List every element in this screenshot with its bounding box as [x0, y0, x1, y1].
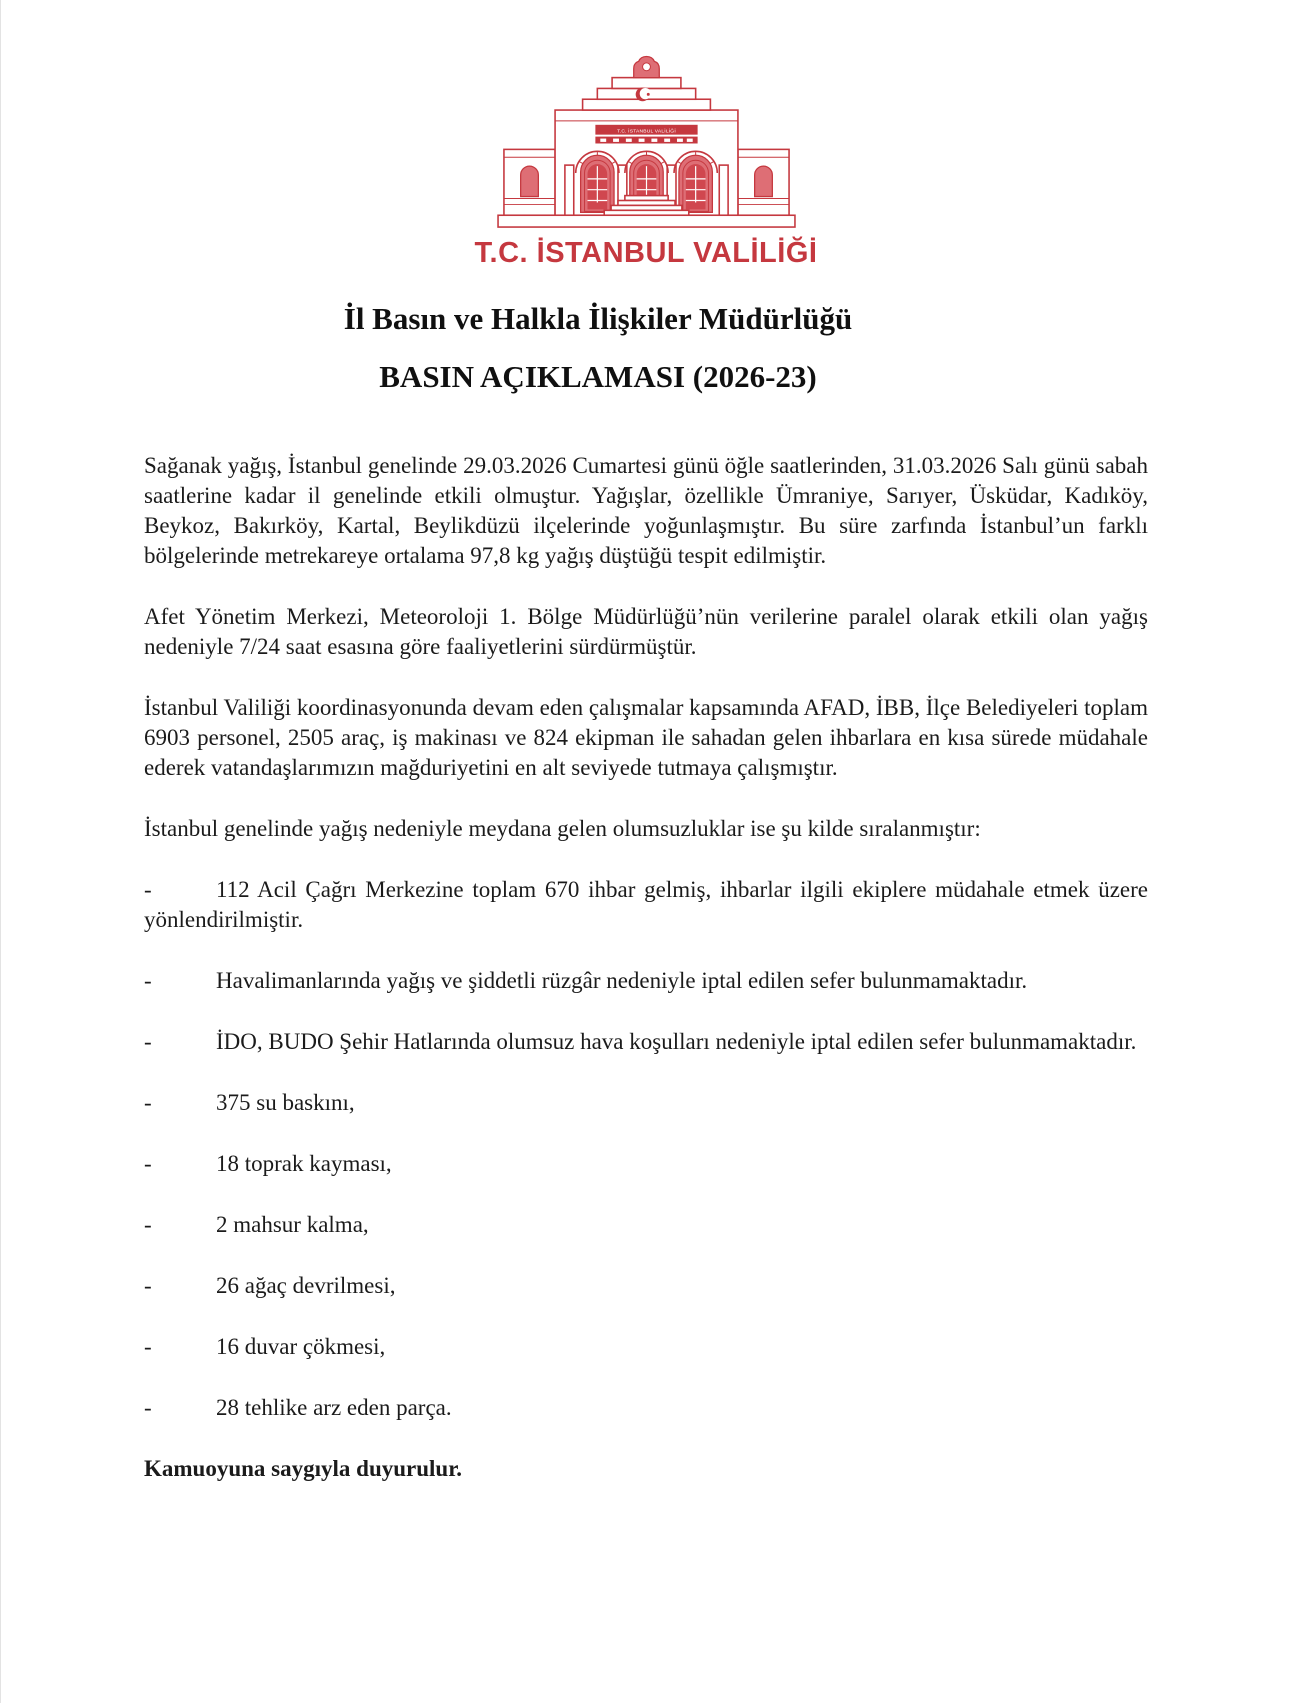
bullet-item-landslides: [144, 1149, 1148, 1179]
bullet-text: 2 mahsur kalma,: [216, 1212, 369, 1237]
press-release-title: BASIN AÇIKLAMASI (2026-23): [379, 359, 817, 394]
bullet-dash: -: [144, 877, 152, 902]
bullet-dash: -: [144, 1090, 152, 1115]
istanbul-governorship-building-icon: [494, 55, 799, 230]
bullet-text: 16 duvar çökmesi,: [216, 1334, 386, 1359]
bullet-item-stranded: [144, 1210, 1148, 1240]
letterhead: [144, 55, 1148, 271]
bullet-item-airports: [144, 966, 1148, 996]
press-release-body: [144, 451, 1148, 1484]
bullet-dash: -: [144, 1151, 152, 1176]
bullet-text: 26 ağaç devrilmesi,: [216, 1273, 396, 1298]
paragraph-incident-intro: İstanbul genelinde yağış nedeniyle meydana gelen olumsuzluklar ise şu kilde sıralanmıştır:: [144, 816, 981, 841]
bullet-dash: -: [144, 968, 152, 993]
bullet-dash: -: [144, 1334, 152, 1359]
bullet-text: 28 tehlike arz eden parça.: [216, 1395, 452, 1420]
bullet-text: 18 toprak kayması,: [216, 1151, 392, 1176]
bullet-dash: -: [144, 1273, 152, 1298]
bullet-dash: -: [144, 1029, 152, 1054]
bullet-text: İDO, BUDO Şehir Hatlarında olumsuz hava koşulları nedeniyle iptal edilen sefer bulunmamaktadır.: [216, 1029, 1137, 1054]
building-banner-text: T.C. İSTANBUL VALİLİĞİ: [616, 129, 676, 135]
paragraph-coordination: İstanbul Valiliği koordinasyonunda devam eden çalışmalar kapsamında AFAD, İBB, İlçe Belediyeleri toplam 6903 personel, 2505 araç, iş makinası ve 824 ekipman ile sahadan gelen ihbarlara en kısa sürede müdahale ederek vatandaşlarımızın mağduriyetini en alt seviyede tutmaya çalışmıştır.: [144, 695, 1148, 780]
bullet-dash: -: [144, 1395, 152, 1420]
bullet-item-hazardous-parts: [144, 1393, 1148, 1423]
paragraph-disaster-center: Afet Yönetim Merkezi, Meteoroloji 1. Bölge Müdürlüğü’nün verilerine paralel olarak etkili olan yağış nedeniyle 7/24 saat esasına göre faaliyetlerini sürdürmüştür.: [144, 604, 1148, 659]
paragraph-rainfall-summary: Sağanak yağış, İstanbul genelinde 29.03.2026 Cumartesi günü öğle saatlerinden, 31.03.2026 Salı günü sabah saatlerine kadar il genelinde etkili olmuştur. Yağışlar, özellikle Ümraniye, Sarıyer, Üsküdar, Kadıköy, Beykoz, Bakırköy, Kartal, Beylikdüzü ilçelerinde yoğunlaşmıştır. Bu süre zarfında İstanbul’un farklı bölgelerinde metrekareye ortalama 97,8 kg yağış düştüğü tespit edilmiştir.: [144, 453, 1148, 568]
building-base: [498, 215, 795, 227]
bullet-item-ferries: [144, 1027, 1148, 1057]
bullet-item-fallen-trees: [144, 1271, 1148, 1301]
bullet-item-floods: [144, 1088, 1148, 1118]
bullet-item-112-calls: [144, 875, 1148, 935]
closing-statement: Kamuoyuna saygıyla duyurulur.: [144, 1456, 463, 1481]
bullet-text: 375 su baskını,: [216, 1090, 355, 1115]
building-name-banner: [595, 125, 697, 144]
department-heading: İl Basın ve Halkla İlişkiler Müdürlüğü: [343, 301, 853, 336]
crown-ornament-icon: [633, 56, 659, 77]
bullet-dash: -: [144, 1212, 152, 1237]
bullet-text: 112 Acil Çağrı Merkezine toplam 670 ihbar gelmiş, ihbarlar ilgili ekiplere müdahale etmek üzere yönlendirilmiştir.: [144, 877, 1148, 932]
bullet-item-collapsed-walls: [144, 1332, 1148, 1362]
bullet-text: Havalimanlarında yağış ve şiddetli rüzgâr nedeniyle iptal edilen sefer bulunmamaktadır.: [216, 968, 1028, 993]
org-name: T.C. İSTANBUL VALİLİĞİ: [474, 237, 818, 269]
